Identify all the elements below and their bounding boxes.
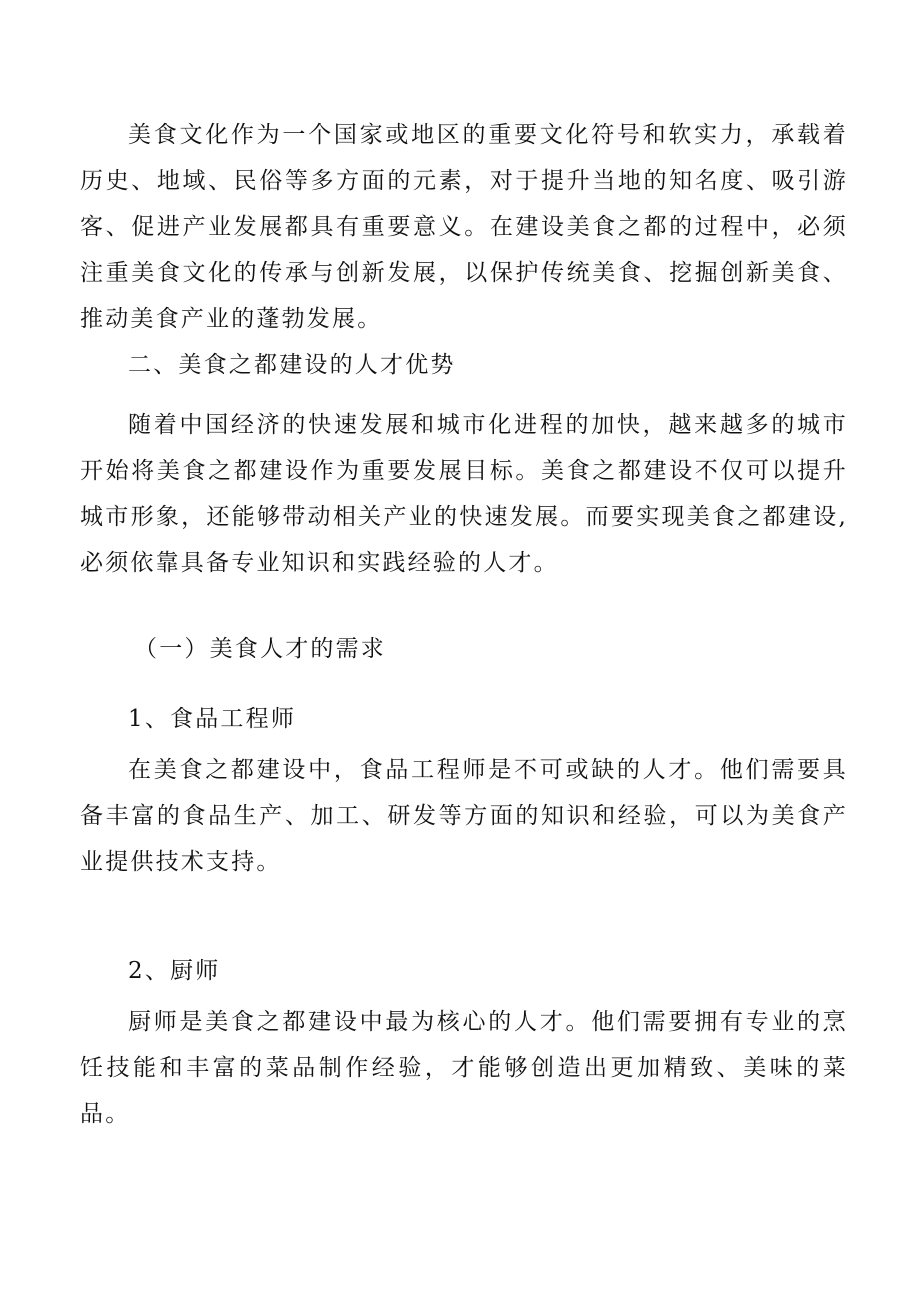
paragraph-chef: 厨师是美食之都建设中最为核心的人才。他们需要拥有专业的烹饪技能和丰富的菜品制作经验，才能够创造出更加精致、美味的菜品。 xyxy=(80,1009,848,1127)
paragraph-economic-development: 随着中国经济的快速发展和城市化进程的加快，越来越多的城市开始将美食之都建设作为重要发展目标。美食之都建设不仅可以提升城市形象，还能够带动相关产业的快速发展。而要实现美食之都建设,必须依靠具备专业知识和实践经验的人才。 xyxy=(80,412,848,576)
paragraph-food-engineer: 在美食之都建设中，食品工程师是不可或缺的人才。他们需要具备丰富的食品生产、加工、研发等方面的知识和经验，可以为美食产业提供技术支持。 xyxy=(80,757,848,875)
section-heading-talent-advantage: 二、美食之都建设的人才优势 xyxy=(128,352,456,378)
paragraph-food-culture: 美食文化作为一个国家或地区的重要文化符号和软实力，承载着历史、地域、民俗等多方面的元素，对于提升当地的知名度、吸引游客、促进产业发展都具有重要意义。在建设美食之都的过程中，必须注重美食文化的传承与创新发展，以保护传统美食、挖掘创新美食、推动美食产业的蓬勃发展。 xyxy=(80,122,848,332)
item-heading-chef: 2、厨师 xyxy=(128,958,221,984)
subsection-heading-talent-demand: （一）美食人才的需求 xyxy=(134,636,386,662)
item-heading-food-engineer: 1、食品工程师 xyxy=(128,706,297,732)
